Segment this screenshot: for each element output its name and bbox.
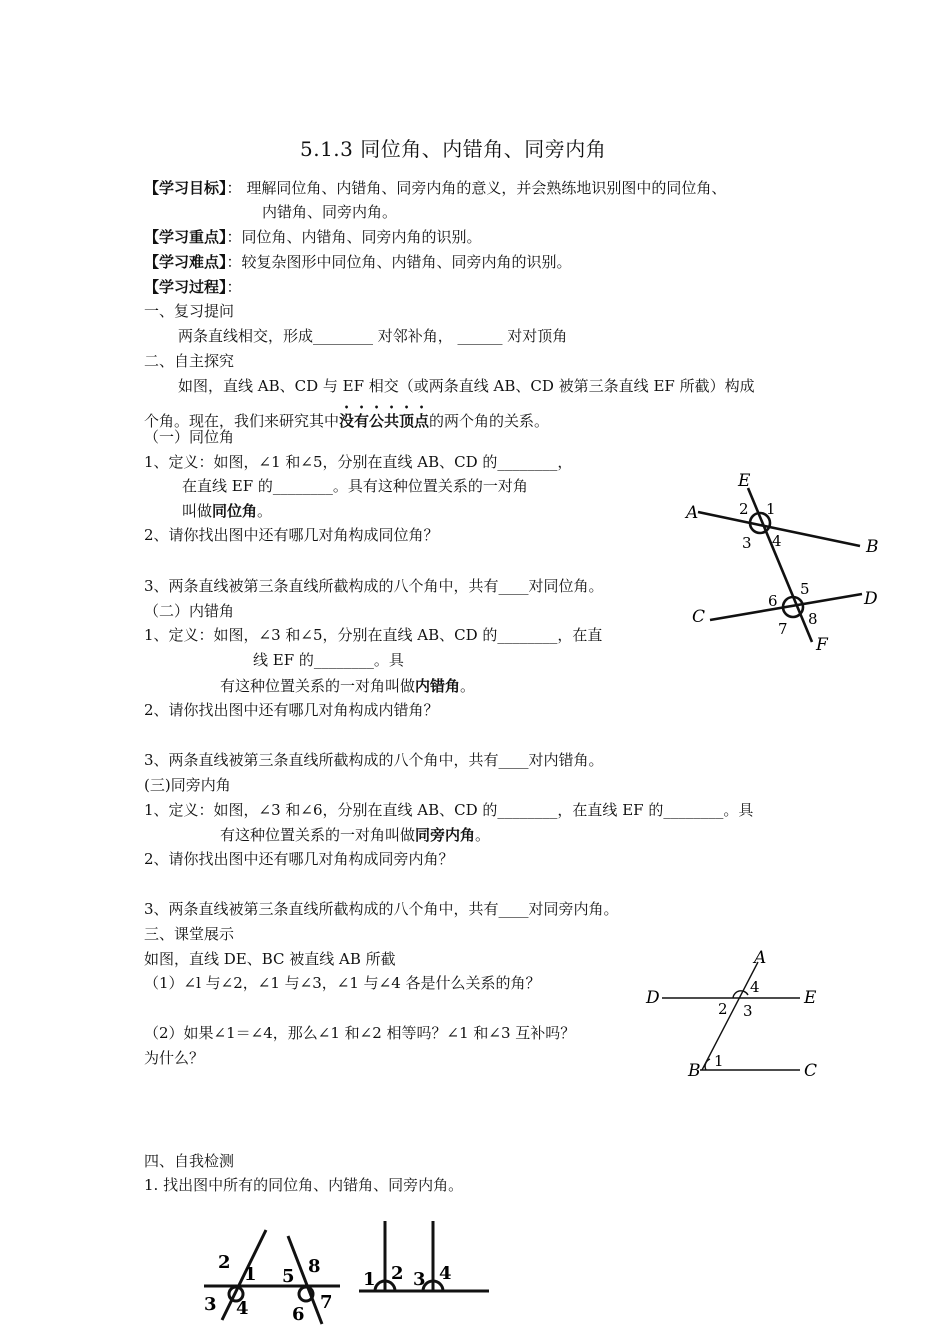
fig2-label-e: E [804, 988, 817, 1008]
interior-def-2 [220, 824, 490, 846]
interior-def-1: 1、定义：如图，∠3 和∠6，分别在直线 AB、CD 的________，在直线 EF 的________。具 [144, 801, 754, 819]
fig1-label-f: F [816, 635, 828, 655]
fig4-angle-3: 3 [413, 1269, 426, 1290]
figure-transversal [680, 470, 900, 660]
fig1-label-a: A [686, 503, 699, 523]
interior-def-2c: 。 [475, 826, 491, 844]
fig3-angle-3: 3 [204, 1294, 217, 1315]
fig2-angle-2: 2 [718, 1000, 728, 1018]
objectives-line-1 [144, 177, 726, 199]
fig1-label-d: D [864, 589, 878, 609]
corresponding-def-3 [182, 500, 272, 522]
fig3-angle-2: 2 [218, 1252, 231, 1273]
review-line: 两条直线相交，形成________ 对邻补角， ______ 对对顶角 [178, 327, 568, 345]
corresponding-q2: 2、请你找出图中还有哪几对角构成同位角？ [144, 526, 439, 544]
fig3-angle-5: 5 [282, 1266, 295, 1287]
fig3-angle-7: 7 [320, 1292, 333, 1313]
interior-term: 同旁内角 [415, 826, 476, 844]
process-colon: ： [226, 278, 242, 296]
fig1-angle-2: 2 [739, 500, 749, 518]
fig1-label-e: E [738, 471, 751, 491]
showcase-q1: （1）∠l 与∠2，∠1 与∠3，∠1 与∠4 各是什么关系的角？ [144, 974, 541, 992]
review-heading: 一、复习提问 [144, 302, 235, 320]
fig1-angle-3: 3 [742, 534, 752, 552]
keypoints-text: 同位角、内错角、同旁内角的识别。 [241, 228, 482, 246]
figure-showcase [640, 948, 830, 1083]
interior-q3: 3、两条直线被第三条直线所截构成的八个角中，共有____对同旁内角。 [144, 900, 619, 918]
showcase-q2: （2）如果∠1＝∠4，那么∠1 和∠2 相等吗？∠1 和∠3 互补吗？ [144, 1024, 576, 1042]
explore-heading: 二、自主探究 [144, 352, 235, 370]
fig4-angle-2: 2 [391, 1263, 404, 1284]
page-title: 5.1.3 同位角、内错角、同旁内角 [300, 137, 607, 161]
fig1-angle-4: 4 [772, 532, 782, 550]
alternate-def-3a: 有这种位置关系的一对角叫做 [220, 677, 416, 695]
explore-intro-2c: 的两个角的关系。 [429, 412, 550, 430]
fig1-angle-1: 1 [766, 500, 776, 518]
showcase-heading: 三、课堂展示 [144, 925, 235, 943]
fig2-angle-3: 3 [743, 1002, 753, 1020]
corresponding-term: 同位角 [212, 502, 258, 520]
fig1-angle-6: 6 [768, 592, 778, 610]
fig2-label-a: A [754, 948, 767, 968]
fig2-angle-1: 1 [714, 1052, 724, 1070]
difficulties-colon: ： [226, 253, 242, 271]
corresponding-q3: 3、两条直线被第三条直线所截构成的八个角中，共有____对同位角。 [144, 577, 604, 595]
fig2-label-b: B [688, 1061, 701, 1081]
fig2-angle-4: 4 [750, 978, 760, 996]
corresponding-heading: （一）同位角 [144, 428, 235, 446]
fig3-angle-8: 8 [308, 1256, 321, 1277]
figure-selfcheck-a [200, 1210, 345, 1340]
alternate-def-3 [220, 675, 475, 697]
fig1-angle-8: 8 [808, 610, 818, 628]
alternate-term: 内错角 [415, 677, 461, 695]
alternate-q3: 3、两条直线被第三条直线所截构成的八个角中，共有____对内错角。 [144, 751, 604, 769]
keypoints-colon: ： [226, 228, 242, 246]
objectives-colon: ： [226, 179, 242, 197]
fig3-angle-1: 1 [244, 1264, 257, 1285]
corresponding-def-3c: 。 [257, 502, 273, 520]
keypoints-label: 【学习重点】 [144, 228, 227, 246]
fig3-angle-6: 6 [292, 1304, 305, 1325]
interior-def-2a: 有这种位置关系的一对角叫做 [220, 826, 416, 844]
fig3-angle-4: 4 [236, 1298, 249, 1319]
no-common-vertex-emphasis: 没有公共顶点 [339, 412, 430, 430]
alternate-heading: （二）内错角 [144, 602, 235, 620]
difficulties-label: 【学习难点】 [144, 253, 227, 271]
objectives-label: 【学习目标】 [144, 179, 227, 197]
interior-q2: 2、请你找出图中还有哪几对角构成同旁内角？ [144, 850, 454, 868]
fig1-label-b: B [866, 537, 879, 557]
fig2-label-d: D [646, 988, 660, 1008]
showcase-intro: 如图，直线 DE、BC 被直线 AB 所截 [144, 950, 396, 968]
corresponding-def-2: 在直线 EF 的________。具有这种位置关系的一对角 [182, 477, 528, 495]
explore-intro-2a: 个角。现在，我们来研究其中 [144, 412, 340, 430]
alternate-def-1: 1、定义：如图，∠3 和∠5，分别在直线 AB、CD 的________，在直 [144, 626, 603, 644]
process-label: 【学习过程】 [144, 278, 227, 296]
selfcheck-q1: 1. 找出图中所有的同位角、内错角、同旁内角。 [144, 1176, 464, 1194]
difficulties-text: 较复杂图形中同位角、内错角、同旁内角的识别。 [241, 253, 572, 271]
interior-heading: (三)同旁内角 [144, 776, 231, 794]
alternate-q2: 2、请你找出图中还有哪几对角构成内错角？ [144, 701, 439, 719]
explore-intro-1: 如图，直线 AB、CD 与 EF 相交（或两条直线 AB、CD 被第三条直线 EF 所截）构成 [178, 377, 755, 395]
keypoints-line [144, 226, 482, 248]
process-line [144, 276, 242, 298]
fig1-label-c: C [692, 607, 706, 627]
alternate-def-2: 线 EF 的________。具 [253, 651, 404, 669]
fig4-angle-4: 4 [439, 1263, 452, 1284]
objectives-text-2: 内错角、同旁内角。 [262, 203, 398, 221]
objectives-text-1: 理解同位角、内错角、同旁内角的意义，并会熟练地识别图中的同位角、 [246, 179, 727, 197]
corresponding-def-1: 1、定义：如图，∠1 和∠5，分别在直线 AB、CD 的________， [144, 453, 573, 471]
figure-selfcheck-b [355, 1215, 495, 1325]
fig1-angle-5: 5 [800, 580, 810, 598]
fig2-label-c: C [804, 1061, 818, 1081]
showcase-q2b: 为什么？ [144, 1049, 205, 1067]
alternate-def-3c: 。 [460, 677, 476, 695]
difficulties-line [144, 251, 572, 273]
fig4-angle-1: 1 [363, 1269, 376, 1290]
fig1-angle-7: 7 [778, 620, 788, 638]
selfcheck-heading: 四、自我检测 [144, 1152, 235, 1170]
corresponding-def-3a: 叫做 [182, 502, 213, 520]
